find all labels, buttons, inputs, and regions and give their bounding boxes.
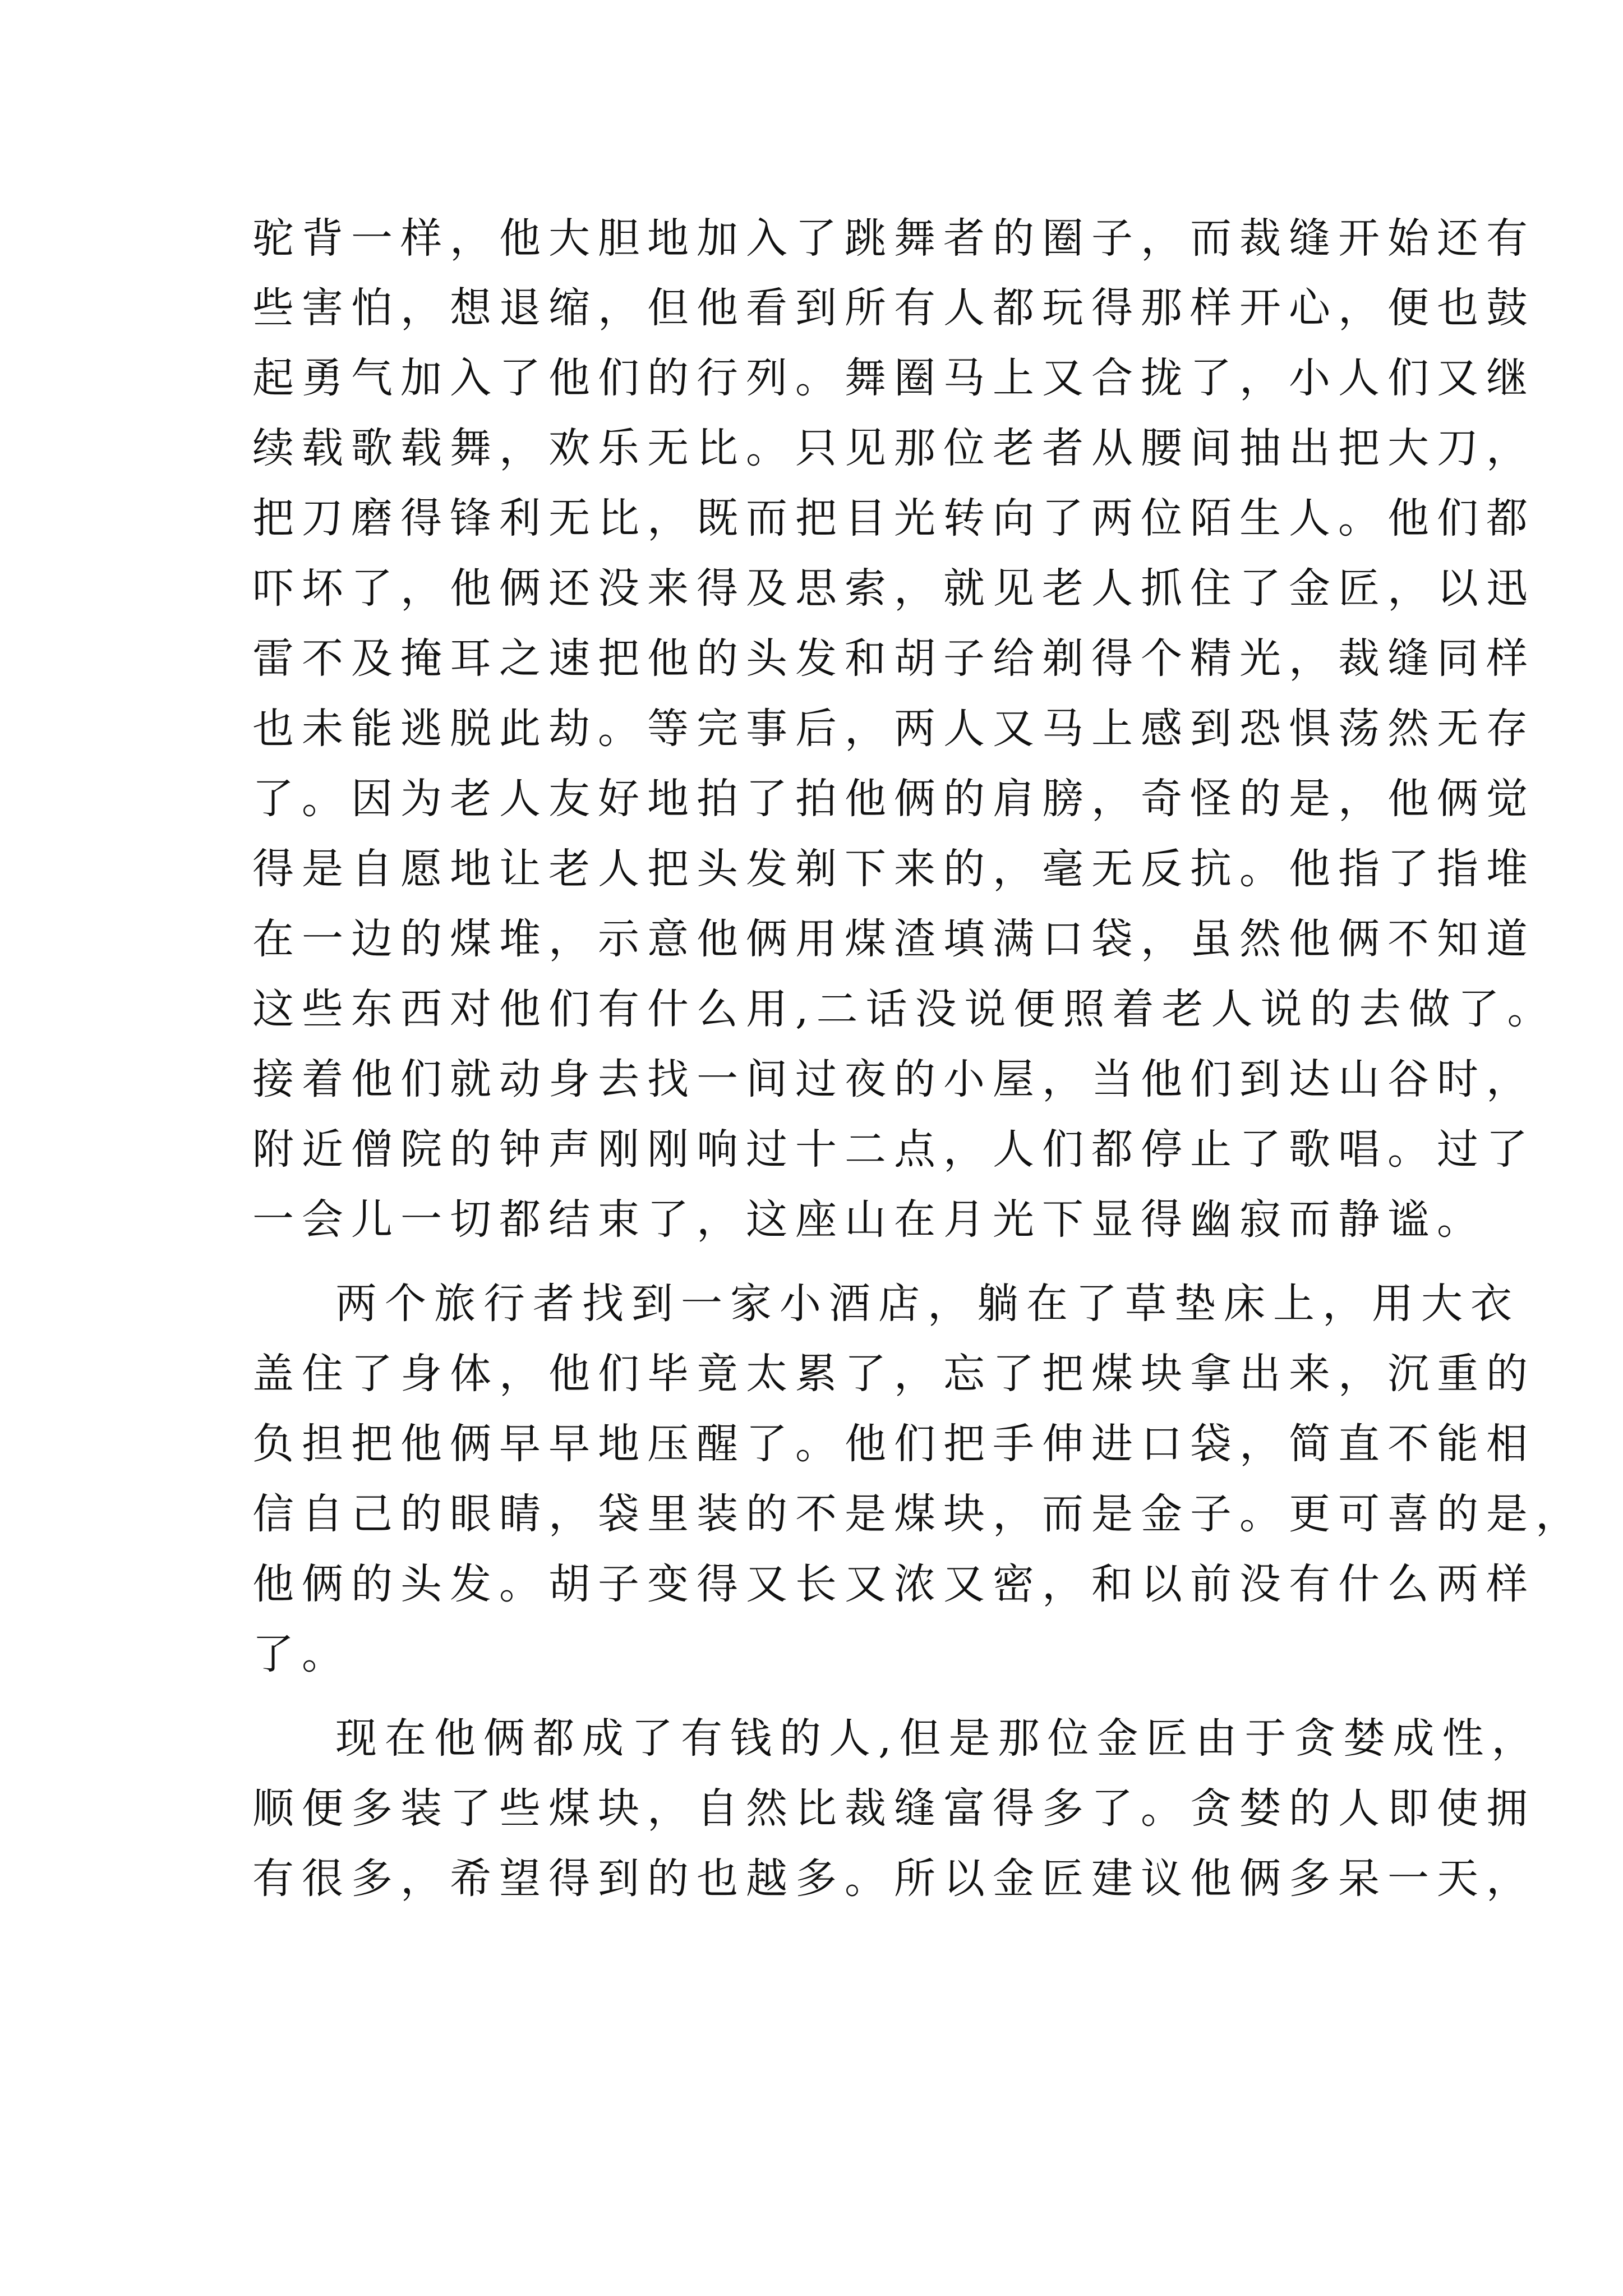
text-line: 有很多，希望得到的也越多。所以金匠建议他俩多呆一天， <box>252 1855 1536 1903</box>
paragraph-first-line: 两个旅行者找到一家小酒店，躺在了草垫床上，用大衣 <box>335 1280 1520 1328</box>
text-line: 了。 <box>252 1630 351 1678</box>
text-line: 在一边的煤堆，示意他俩用煤渣填满口袋，虽然他俩不知道 <box>252 915 1536 963</box>
text-line: 驼背一样，他大胆地加入了跳舞者的圈子，而裁缝开始还有 <box>252 214 1536 263</box>
text-line: 了。因为老人友好地拍了拍他俩的肩膀，奇怪的是，他俩觉 <box>252 775 1536 823</box>
text-line: 盖住了身体，他们毕竟太累了，忘了把煤块拿出来，沉重的 <box>252 1350 1536 1398</box>
text-line: 接着他们就动身去找一间过夜的小屋，当他们到达山谷时， <box>252 1055 1536 1103</box>
text-line: 吓坏了，他俩还没来得及思索，就见老人抓住了金匠，以迅 <box>252 564 1536 613</box>
text-line: 负担把他俩早早地压醒了。他们把手伸进口袋，简直不能相 <box>252 1420 1536 1468</box>
text-line: 得是自愿地让老人把头发剃下来的，毫无反抗。他指了指堆 <box>252 845 1536 893</box>
text-line: 他俩的头发。胡子变得又长又浓又密，和以前没有什么两样 <box>252 1560 1536 1608</box>
text-line: 信自己的眼睛，袋里装的不是煤块，而是金子。更可喜的是， <box>252 1490 1585 1538</box>
text-line: 雷不及掩耳之速把他的头发和胡子给剃得个精光，裁缝同样 <box>252 634 1536 683</box>
text-line: 把刀磨得锋利无比，既而把目光转向了两位陌生人。他们都 <box>252 494 1536 542</box>
text-line: 顺便多装了些煤块，自然比裁缝富得多了。贪婪的人即使拥 <box>252 1784 1536 1833</box>
text-line: 附近僧院的钟声刚刚响过十二点，人们都停止了歌唱。过了 <box>252 1125 1536 1174</box>
text-line: 这些东西对他们有什么用,二话没说便照着老人说的去做了。 <box>252 985 1557 1033</box>
text-line: 也未能逃脱此劫。等完事后，两人又马上感到恐惧荡然无存 <box>252 705 1536 753</box>
text-line: 续载歌载舞，欢乐无比。只见那位老者从腰间抽出把大刀， <box>252 424 1536 472</box>
text-line: 一会儿一切都结束了，这座山在月光下显得幽寂而静谧。 <box>252 1195 1486 1244</box>
text-line: 些害怕，想退缩，但他看到所有人都玩得那样开心，便也鼓 <box>252 284 1536 332</box>
paragraph-first-line: 现在他俩都成了有钱的人,但是那位金匠由于贪婪成性， <box>335 1714 1541 1763</box>
text-line: 起勇气加入了他们的行列。舞圈马上又合拢了，小人们又继 <box>252 354 1536 402</box>
